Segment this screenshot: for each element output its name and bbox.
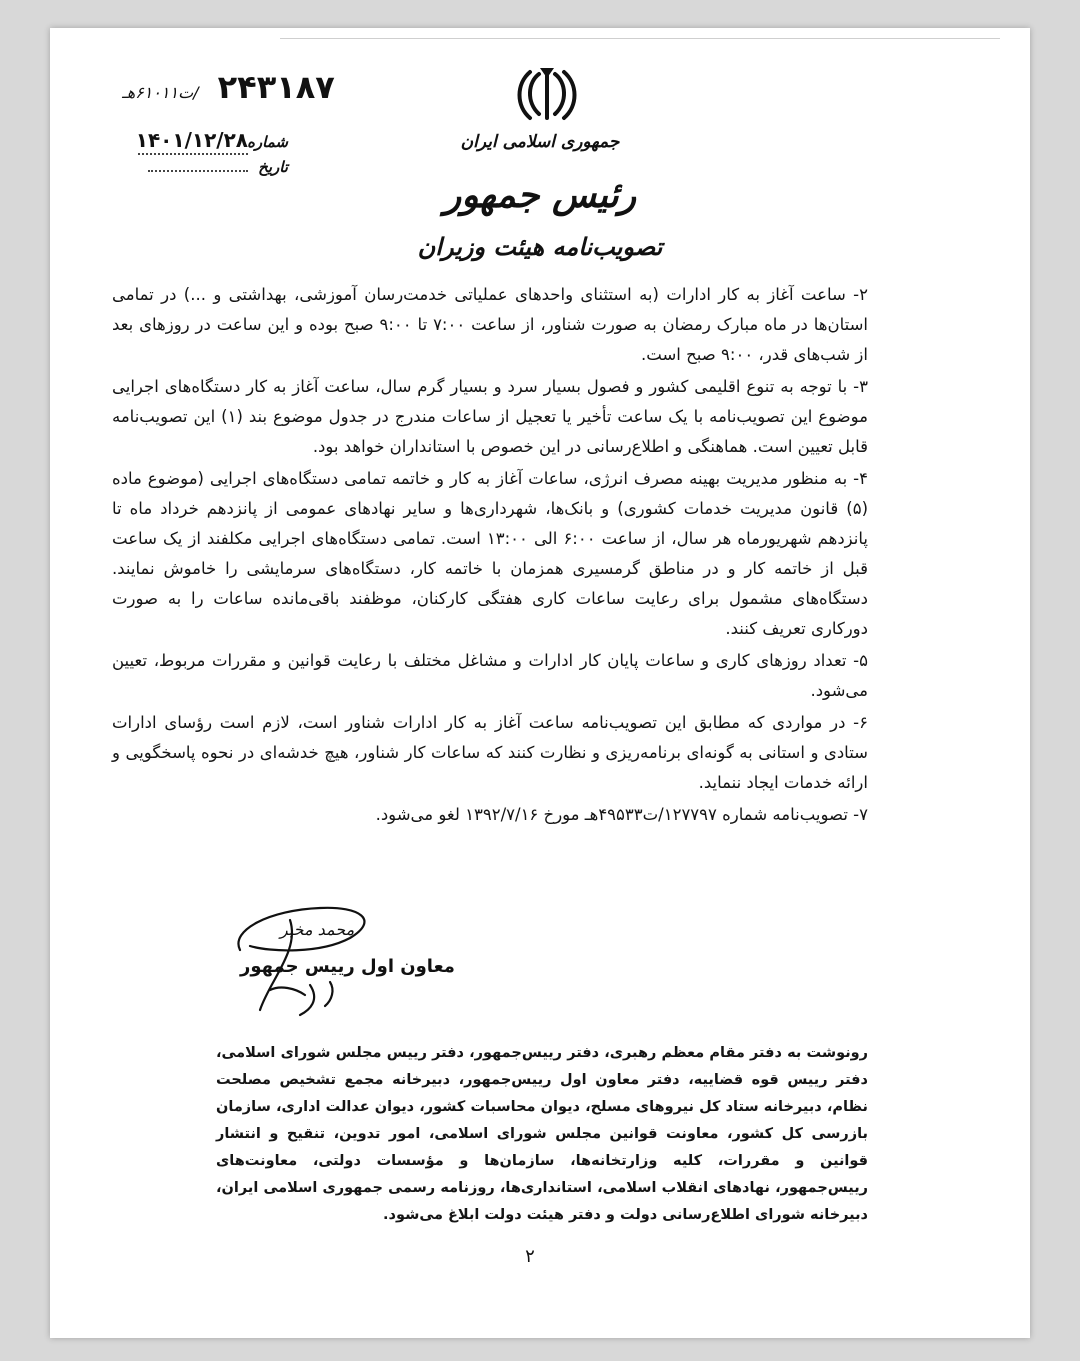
signature-name: محمد مخبر: [280, 920, 355, 939]
signature-title: معاون اول رییس جمهور: [240, 956, 455, 977]
paragraph-7: ۷- تصویب‌نامه شماره ۱۲۷۷۹۷/ت۴۹۵۳۳هـ مورخ ۱۳۹۲/۷/۱۶ لغو می‌شود.: [375, 805, 868, 824]
number-row: [135, 128, 288, 156]
doc-code: /ت۶۱۰۱۱هـ: [122, 83, 199, 102]
paragraph-6: ۶- در مواردی که مطابق این تصویب‌نامه ساعت آغاز به کار ادارات شناور است، لازم است رؤسای ادارات ستادی و استانی به گونه‌ای برنامه‌ریزی و نظارت کنند که ساعات کار شناور، هیچ خدشه‌ای در نحوه پاسخگویی و ارائه خدمات ایجاد ننماید.: [112, 713, 868, 792]
doc-number-value: ۲۴۳۱۸۷: [217, 68, 335, 106]
date-dots: [148, 156, 248, 172]
paragraph-4: ۴- به منظور مدیریت بهینه مصرف انرژی، ساعات آغاز به کار و خاتمه تمامی دستگاه‌های اجرایی (موضوع ماده (۵) قانون مدیریت خدمات کشوری) و بانک‌ها، شهرداری‌ها و سایر نهادهای عمومی از پانزدهم خرداد ماه تا پانزدهم شهریورماه هر سال، از ساعت ۶:۰۰ الی ۱۳:۰۰ است. تمامی دستگاه‌های اجرایی مکلفند از یک ساعت قبل از خاتمه کار و در مناطق گرمسیری همزمان با خاتمه کار، دستگاه‌های سرمایشی را خاموش نمایند. دستگاه‌های مشمول برای رعایت ساعات کاری هفتگی کارکنان، موظفند باقی‌مانده ساعات را به صورت دورکاری تعریف کنند.: [112, 469, 868, 638]
paragraph-5: ۵- تعداد روزهای کاری و ساعات پایان کار ادارات و مشاغل مختلف با رعایت قوانین و مقررات مربوط، تعیین می‌شود.: [112, 651, 868, 700]
office-title: رئیس جمهور: [443, 174, 637, 216]
date-label: تاریخ: [258, 158, 288, 176]
document-page: [50, 28, 1030, 1338]
doc-type-title: تصویب‌نامه هیئت وزیران: [417, 232, 663, 261]
document-number: [122, 68, 335, 106]
paragraph-2: ۲- ساعت آغاز به کار ادارات (به استثنای واحدهای عملیاتی خدمت‌رسان آموزشی، بهداشتی و ...) در تمامی استان‌ها در ماه مبارک رمضان به صورت شناور، از ساعت ۷:۰۰ تا ۹:۰۰ صبح بوده و این ساعت در روزهای بعد از شب‌های قدر، ۹:۰۰ صبح است.: [112, 285, 869, 364]
document-body: [112, 280, 868, 832]
paragraph-3: ۳- با توجه به تنوع اقلیمی کشور و فصول بسیار سرد و بسیار گرم سال، ساعت آغاز به کار دستگاه‌های اجرایی موضوع این تصویب‌نامه با یک ساعت تأخیر یا تعجیل از ساعات مندرج در جدول موضوع بند (۱) این تصویب‌نامه قابل تعیین است. هماهنگی و اطلاع‌رسانی در این خصوص با استانداران خواهد بود.: [112, 377, 869, 456]
number-label: شماره: [247, 133, 288, 151]
country-name: جمهوری اسلامی ایران: [460, 132, 620, 152]
date-row: [138, 156, 288, 184]
iran-emblem-icon: [512, 64, 582, 128]
top-divider: [280, 38, 1000, 39]
document-meta: [135, 128, 288, 184]
carbon-copy-list: رونوشت به دفتر مقام معظم رهبری، دفتر رییس‌جمهور، دفتر رییس مجلس شورای اسلامی، دفتر رییس قوه قضاییه، دفتر معاون اول رییس‌جمهور، دبیرخانه مجمع تشخیص مصلحت نظام، دبیرخانه ستاد کل نیروهای مسلح، دیوان محاسبات کشور، دیوان عدالت اداری، سازمان بازرسی کل کشور، معاونت قوانین مجلس شورای اسلامی، امور تدوین، تنقیح و انتشار قوانین و مقررات، کلیه وزارتخانه‌ها، سازمان‌ها و مؤسسات دولتی، معاونت‌های رییس‌جمهور، نهادهای انقلاب اسلامی، استانداری‌ها، روزنامه رسمی جمهوری اسلامی ایران، دبیرخانه شورای اطلاع‌رسانی دولت و دفتر هیئت دولت ابلاغ می‌شود.: [216, 1045, 868, 1223]
number-value: ۱۴۰۱/۱۲/۲۸: [138, 128, 248, 155]
signature-icon: [210, 890, 470, 1020]
page-number: ۲: [525, 1246, 535, 1267]
